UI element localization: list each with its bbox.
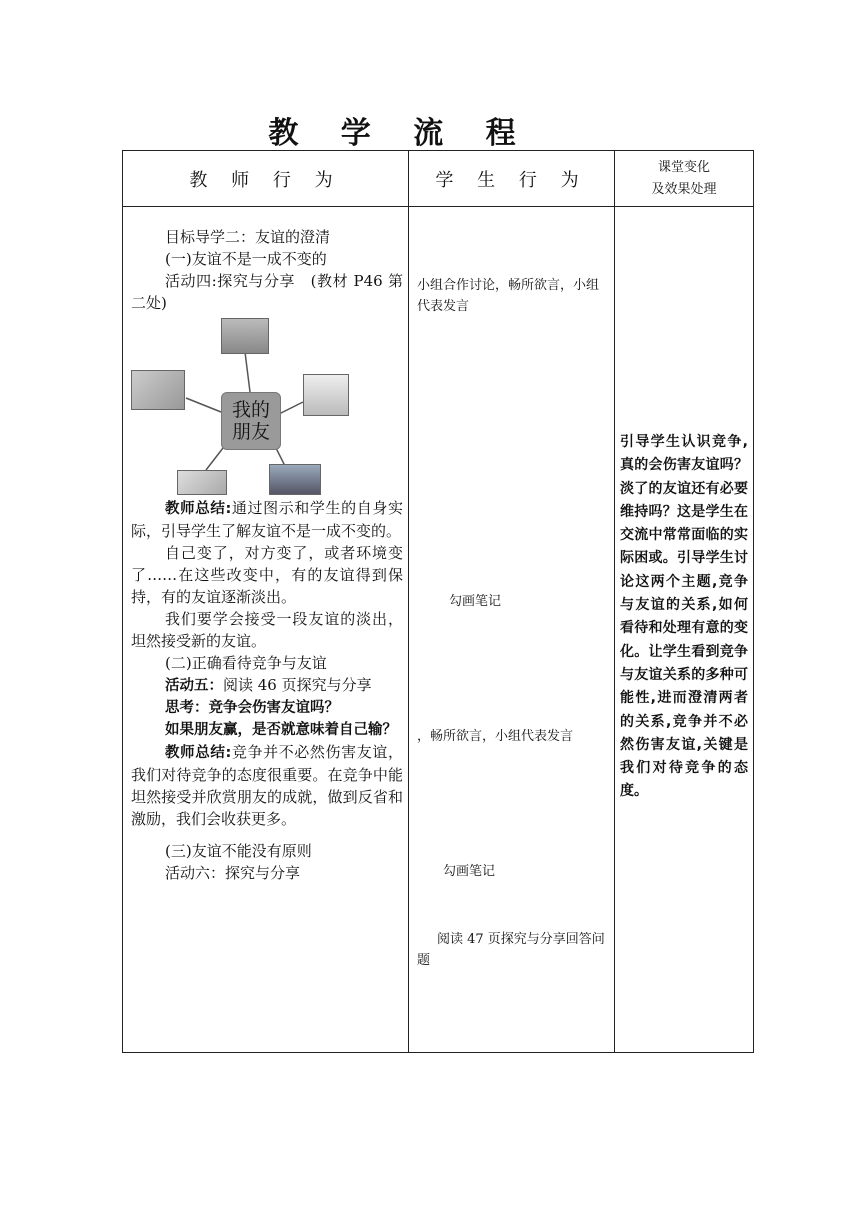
friends-group-photo	[221, 318, 269, 354]
column-divider	[408, 151, 409, 1052]
team-photo	[269, 464, 321, 495]
teacher-column	[131, 226, 403, 884]
two-kids-photo	[303, 374, 349, 416]
win-lose-question: 如果朋友赢，是否就意味着自己输？	[165, 722, 397, 738]
activity-4: 活动四:探究与分享 (教材 P46 第二处)	[131, 272, 403, 312]
teacher-summary-2	[131, 741, 403, 830]
student-share: ，畅所欲言，小组代表发言	[417, 729, 574, 744]
header-effect-line2: 及效果处理	[651, 181, 717, 197]
summary-label: 教师总结:	[165, 501, 232, 517]
student-discussion: 小组合作讨论，畅所欲言，小组代表发言	[417, 278, 600, 314]
diagram-center-line1: 我的	[231, 399, 270, 421]
activity-5	[131, 674, 403, 697]
page-title: 教 学 流 程	[268, 116, 532, 151]
paragraph-accept: 我们要学会接受一段友谊的淡出，坦然接受新的友谊。	[131, 610, 403, 650]
section-3-heading: (三)友谊不能没有原则	[165, 842, 312, 860]
header-effect	[615, 151, 753, 206]
header-student: 学 生 行 为	[435, 169, 588, 191]
header-divider	[123, 206, 753, 207]
student-notes-1: 勾画笔记	[449, 594, 502, 609]
header-teacher: 教 师 行 为	[189, 169, 342, 191]
lesson-table	[122, 150, 754, 1053]
summary-label: 教师总结:	[165, 745, 232, 761]
effect-text: 引导学生认识竞争,真的会伤害友谊吗？淡了的友谊还有必要维持吗？这是学生在交流中常常面临的实际困或。引导学生讨论这两个主题,竞争与友谊的关系,如何看待和处理有意的变化。让学生看到竞争与友谊关系的多种可能性,进而澄清两者的关系,竞争并不必然伤害友谊,关键是我们对待竞争的态度。	[620, 434, 748, 800]
summary-text: 竞争并不必然伤害友谊，我们对待竞争的态度很重要。在竞争中能坦然接受并欣赏朋友的成就，做到反省和激励，我们会收获更多。	[131, 743, 403, 828]
diagram-center-label	[221, 392, 281, 450]
header-effect-line1: 课堂变化	[657, 159, 710, 175]
my-friends-diagram	[131, 318, 363, 493]
paragraph-change: 自己变了，对方变了，或者环境变了……在这些改变中，有的友谊得到保持，有的友谊逐渐淡出。	[131, 544, 403, 606]
activity-5-label: 活动五：	[165, 678, 223, 694]
student-read: 阅读 47 页探究与分享回答问题	[417, 932, 605, 968]
summary-text: 通过图示和学生的自身实际，引导学生了解友谊不是一成不变的。	[131, 499, 403, 540]
friends-reading-photo	[131, 370, 185, 410]
goal-heading: 目标导学二：友谊的澄清	[165, 228, 331, 246]
think-question: 思考：竞争会伤害友谊吗？	[165, 700, 339, 716]
student-notes-2: 勾画笔记	[443, 864, 496, 879]
section-2-heading: (二)正确看待竞争与友谊	[165, 654, 327, 672]
section-1-heading: (一)友谊不是一成不变的	[165, 250, 327, 268]
kids-playing-photo	[177, 470, 227, 495]
activity-5-text: 阅读 46 页探究与分享	[223, 676, 372, 694]
diagram-center-line2: 朋友	[231, 421, 270, 443]
activity-6: 活动六：探究与分享	[165, 864, 301, 882]
teacher-summary-1	[131, 497, 403, 542]
